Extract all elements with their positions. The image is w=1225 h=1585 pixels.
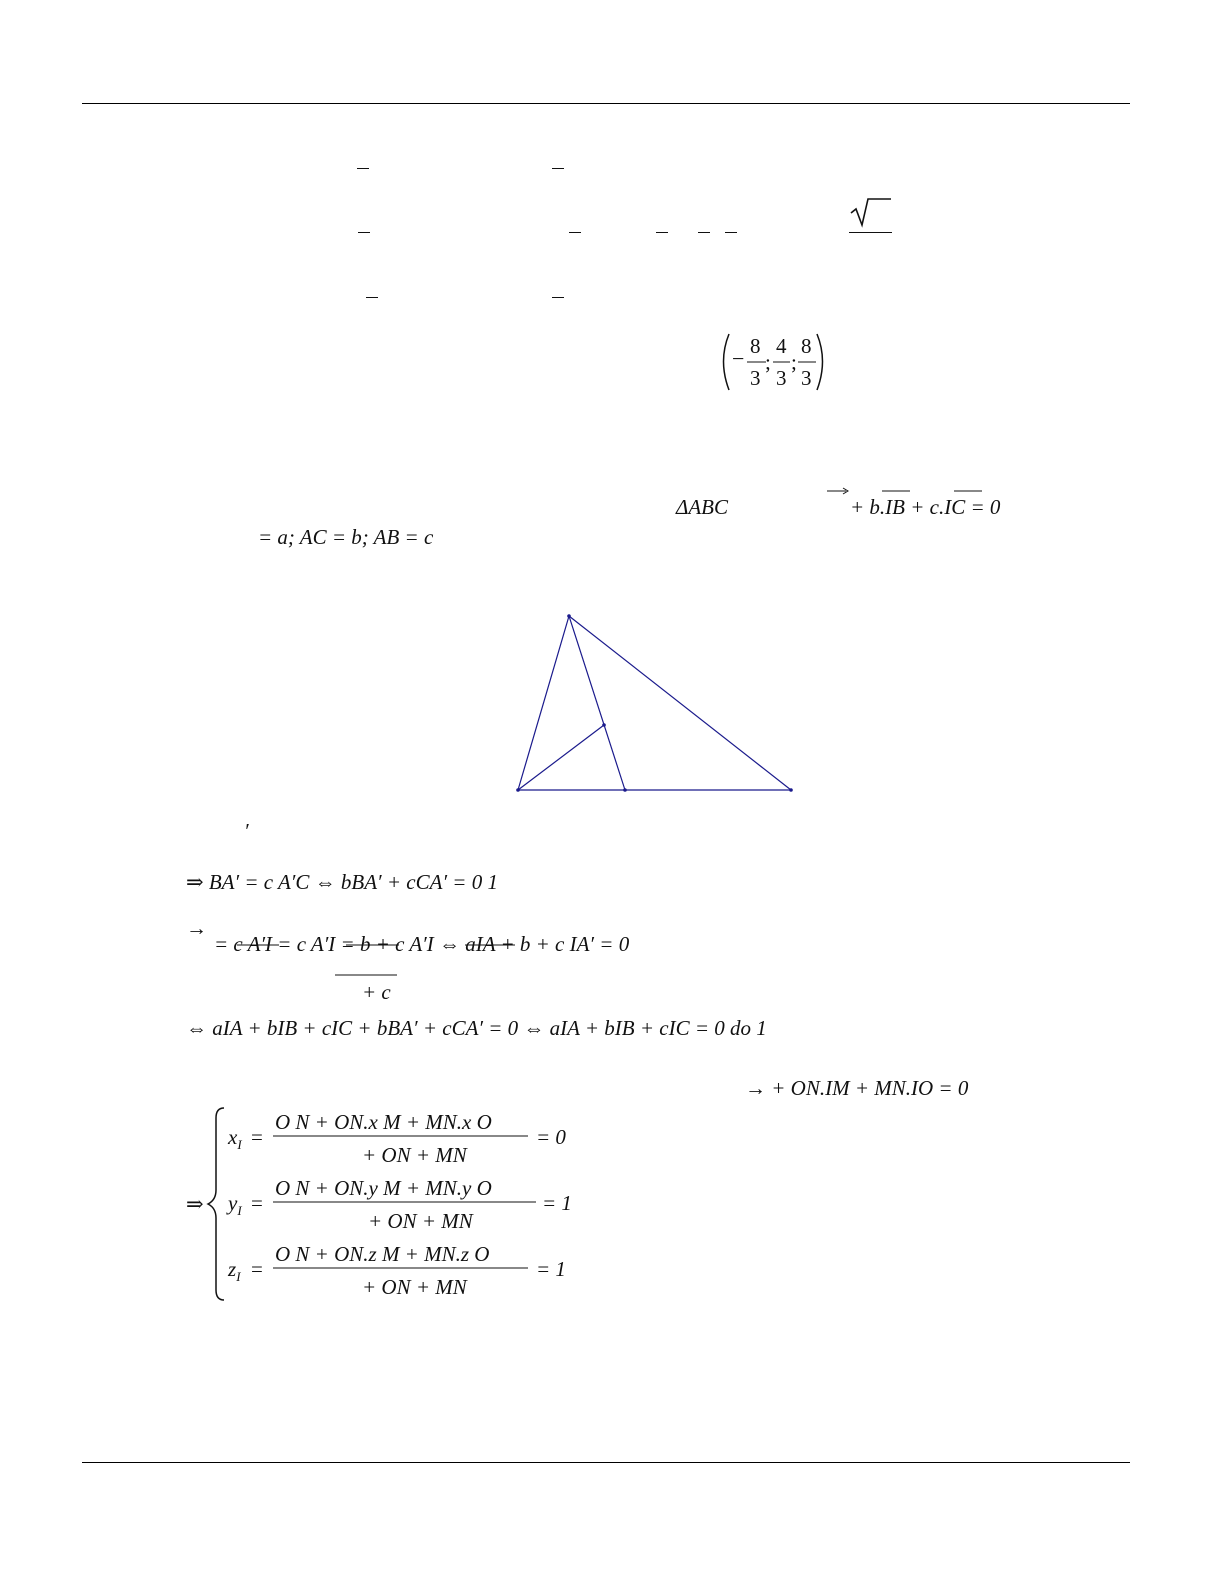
system-z-denominator: + ON + MN <box>362 1275 467 1299</box>
prime-mark: ′ <box>244 819 249 843</box>
triangle-symbol: ΔABC <box>676 495 728 519</box>
system-x-lhs: $x_I$ <box>228 1125 242 1153</box>
vector-den-3: 3 <box>801 366 812 390</box>
implies-symbol: ⇒ <box>186 1192 204 1216</box>
vector-num-2: 4 <box>776 334 787 358</box>
derivation-line-4: → + ON.IM + MN.IO = 0 <box>745 1076 969 1100</box>
minus-sign: − <box>732 346 745 371</box>
system-y-eq: = <box>251 1191 263 1215</box>
system-y-lhs: $y_I$ <box>228 1191 242 1219</box>
system-y-numerator: O N + ON.y M + MN.y O <box>275 1176 492 1200</box>
side-definitions: = a; AC = b; AB = c <box>258 525 434 549</box>
system-x-eq: = <box>251 1125 263 1149</box>
derivation-line-2: = c A′I = c A′I = b + c A′I ⇔ aIA + b + c IA′ = 0 <box>214 932 630 956</box>
system-x-numerator: O N + ON.x M + MN.x O <box>275 1110 492 1134</box>
vector-den-2: 3 <box>776 366 787 390</box>
vector-num-1: 8 <box>750 334 761 358</box>
system-y-denominator: + ON + MN <box>368 1209 473 1233</box>
system-x-denominator: + ON + MN <box>362 1143 467 1167</box>
derivation-line-2-arrow: → <box>186 916 207 940</box>
system-z-lhs: $z_I$ <box>228 1257 241 1285</box>
system-y-result: = 1 <box>542 1191 572 1215</box>
system-x-result: = 0 <box>536 1125 566 1149</box>
vector-num-3: 8 <box>801 334 812 358</box>
system-z-eq: = <box>251 1257 263 1281</box>
vector-sum-tail: + b.IB + c.IC = 0 <box>850 495 1001 519</box>
vector-sep-2: ; <box>791 350 797 374</box>
vector-den-1: 3 <box>750 366 761 390</box>
derivation-line-3: ⇔ aIA + bIB + cIC + bBA′ + cCA′ = 0 ⇔ aIA + bIB + cIC = 0 do 1 <box>186 1016 767 1040</box>
derivation-line-1: ⇒ BA′ = c A′C ⇔ bBA′ + cCA′ = 0 1 <box>186 870 498 894</box>
vector-sep-1: ; <box>765 350 771 374</box>
derivation-line-2-denominator: + c <box>362 980 391 1004</box>
system-z-result: = 1 <box>536 1257 566 1281</box>
system-z-numerator: O N + ON.z M + MN.z O <box>275 1242 490 1266</box>
